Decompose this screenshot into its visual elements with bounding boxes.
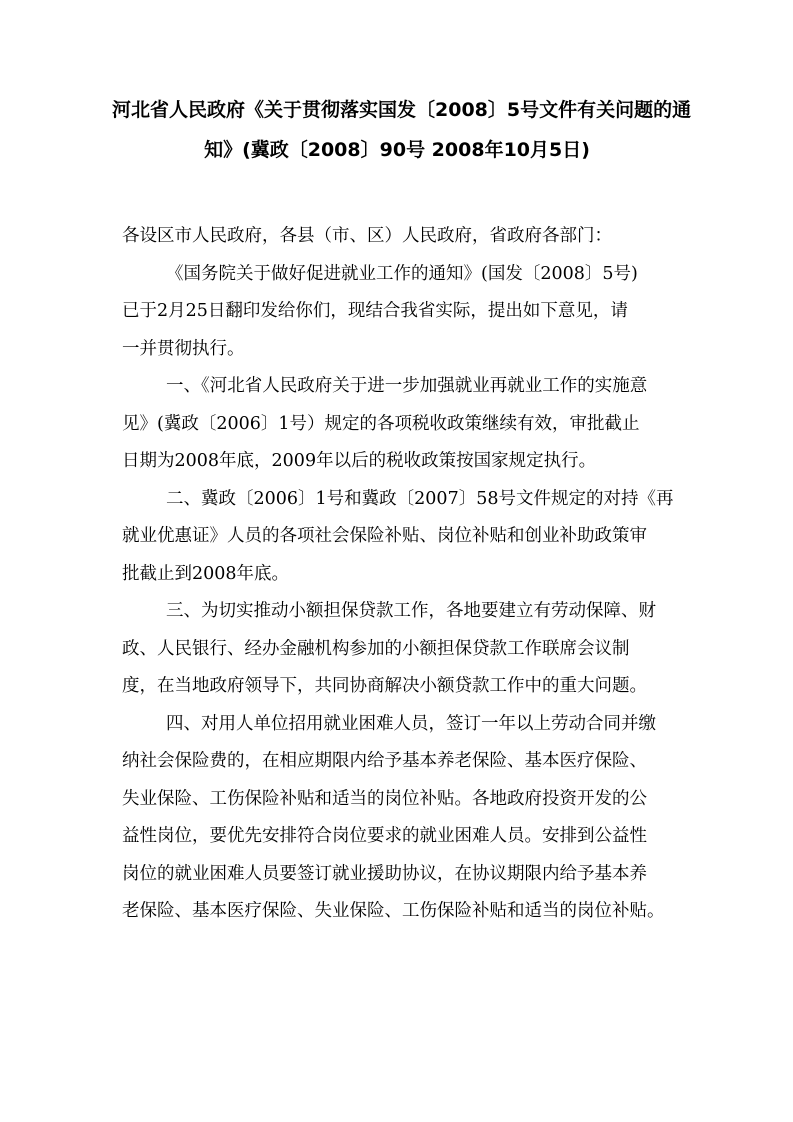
paragraph-item-4 bbox=[122, 706, 678, 931]
paragraph-line: 老保险、基本医疗保险、失业保险、工伤保险补贴和适当的岗位补贴。 bbox=[122, 901, 665, 921]
paragraph-line: 就业优惠证》人员的各项社会保险补贴、岗位补贴和创业补助政策审 bbox=[122, 526, 647, 546]
paragraph-line: 失业保险、工伤保险补贴和适当的岗位补贴。各地政府投资开发的公 bbox=[122, 788, 647, 809]
paragraph-line: 一并贯彻执行。 bbox=[122, 338, 245, 359]
paragraph-line: 二、冀政〔2006〕1号和冀政〔2007〕58号文件规定的对持《再 bbox=[166, 488, 674, 509]
paragraph-line: 岗位的就业困难人员要签订就业援助协议，在协议期限内给予基本养 bbox=[122, 863, 647, 884]
paragraph-line: 一、《河北省人民政府关于进一步加强就业再就业工作的实施意 bbox=[166, 376, 648, 396]
paragraph-line: 政、人民银行、经办金融机构参加的小额担保贷款工作联席会议制 bbox=[122, 638, 630, 659]
salutation-line: 各设区市人民政府，各县（市、区）人民政府，省政府各部门： bbox=[122, 226, 612, 246]
document-body bbox=[122, 218, 678, 931]
paragraph-intro bbox=[122, 256, 678, 369]
paragraph-line: 日期为2008年底，2009年以后的税收政策按国家规定执行。 bbox=[122, 451, 597, 471]
paragraph-item-3 bbox=[122, 593, 678, 706]
paragraph-line: 四、对用人单位招用就业困难人员，签订一年以上劳动合同并缴 bbox=[166, 713, 656, 734]
paragraph-line: 《国务院关于做好促进就业工作的通知》(国发〔2008〕5号) bbox=[166, 263, 638, 284]
paragraph-line: 纳社会保险费的，在相应期限内给予基本养老保险、基本医疗保险、 bbox=[122, 751, 647, 771]
paragraph-item-1 bbox=[122, 368, 678, 481]
paragraph-line: 见》(冀政〔2006〕1号）规定的各项税收政策继续有效，审批截止 bbox=[122, 413, 640, 434]
title-line-1: 河北省人民政府《关于贯彻落实国发〔2008〕5号文件有关问题的通 bbox=[112, 99, 692, 121]
salutation bbox=[122, 218, 678, 256]
paragraph-item-2 bbox=[122, 481, 678, 594]
document-title bbox=[112, 90, 692, 170]
paragraph-line: 批截止到2008年底。 bbox=[122, 563, 290, 584]
paragraph-line: 三、为切实推动小额担保贷款工作，各地要建立有劳动保障、财 bbox=[166, 601, 656, 621]
title-line-2: 知》(冀政〔2008〕90号 2008年10月5日) bbox=[204, 139, 590, 161]
paragraph-line: 已于2月25日翻印发给你们，现结合我省实际，提出如下意见，请 bbox=[122, 301, 628, 321]
paragraph-line: 度，在当地政府领导下，共同协商解决小额贷款工作中的重大问题。 bbox=[122, 676, 647, 696]
paragraph-line: 益性岗位，要优先安排符合岗位要求的就业困难人员。安排到公益性 bbox=[122, 826, 647, 846]
